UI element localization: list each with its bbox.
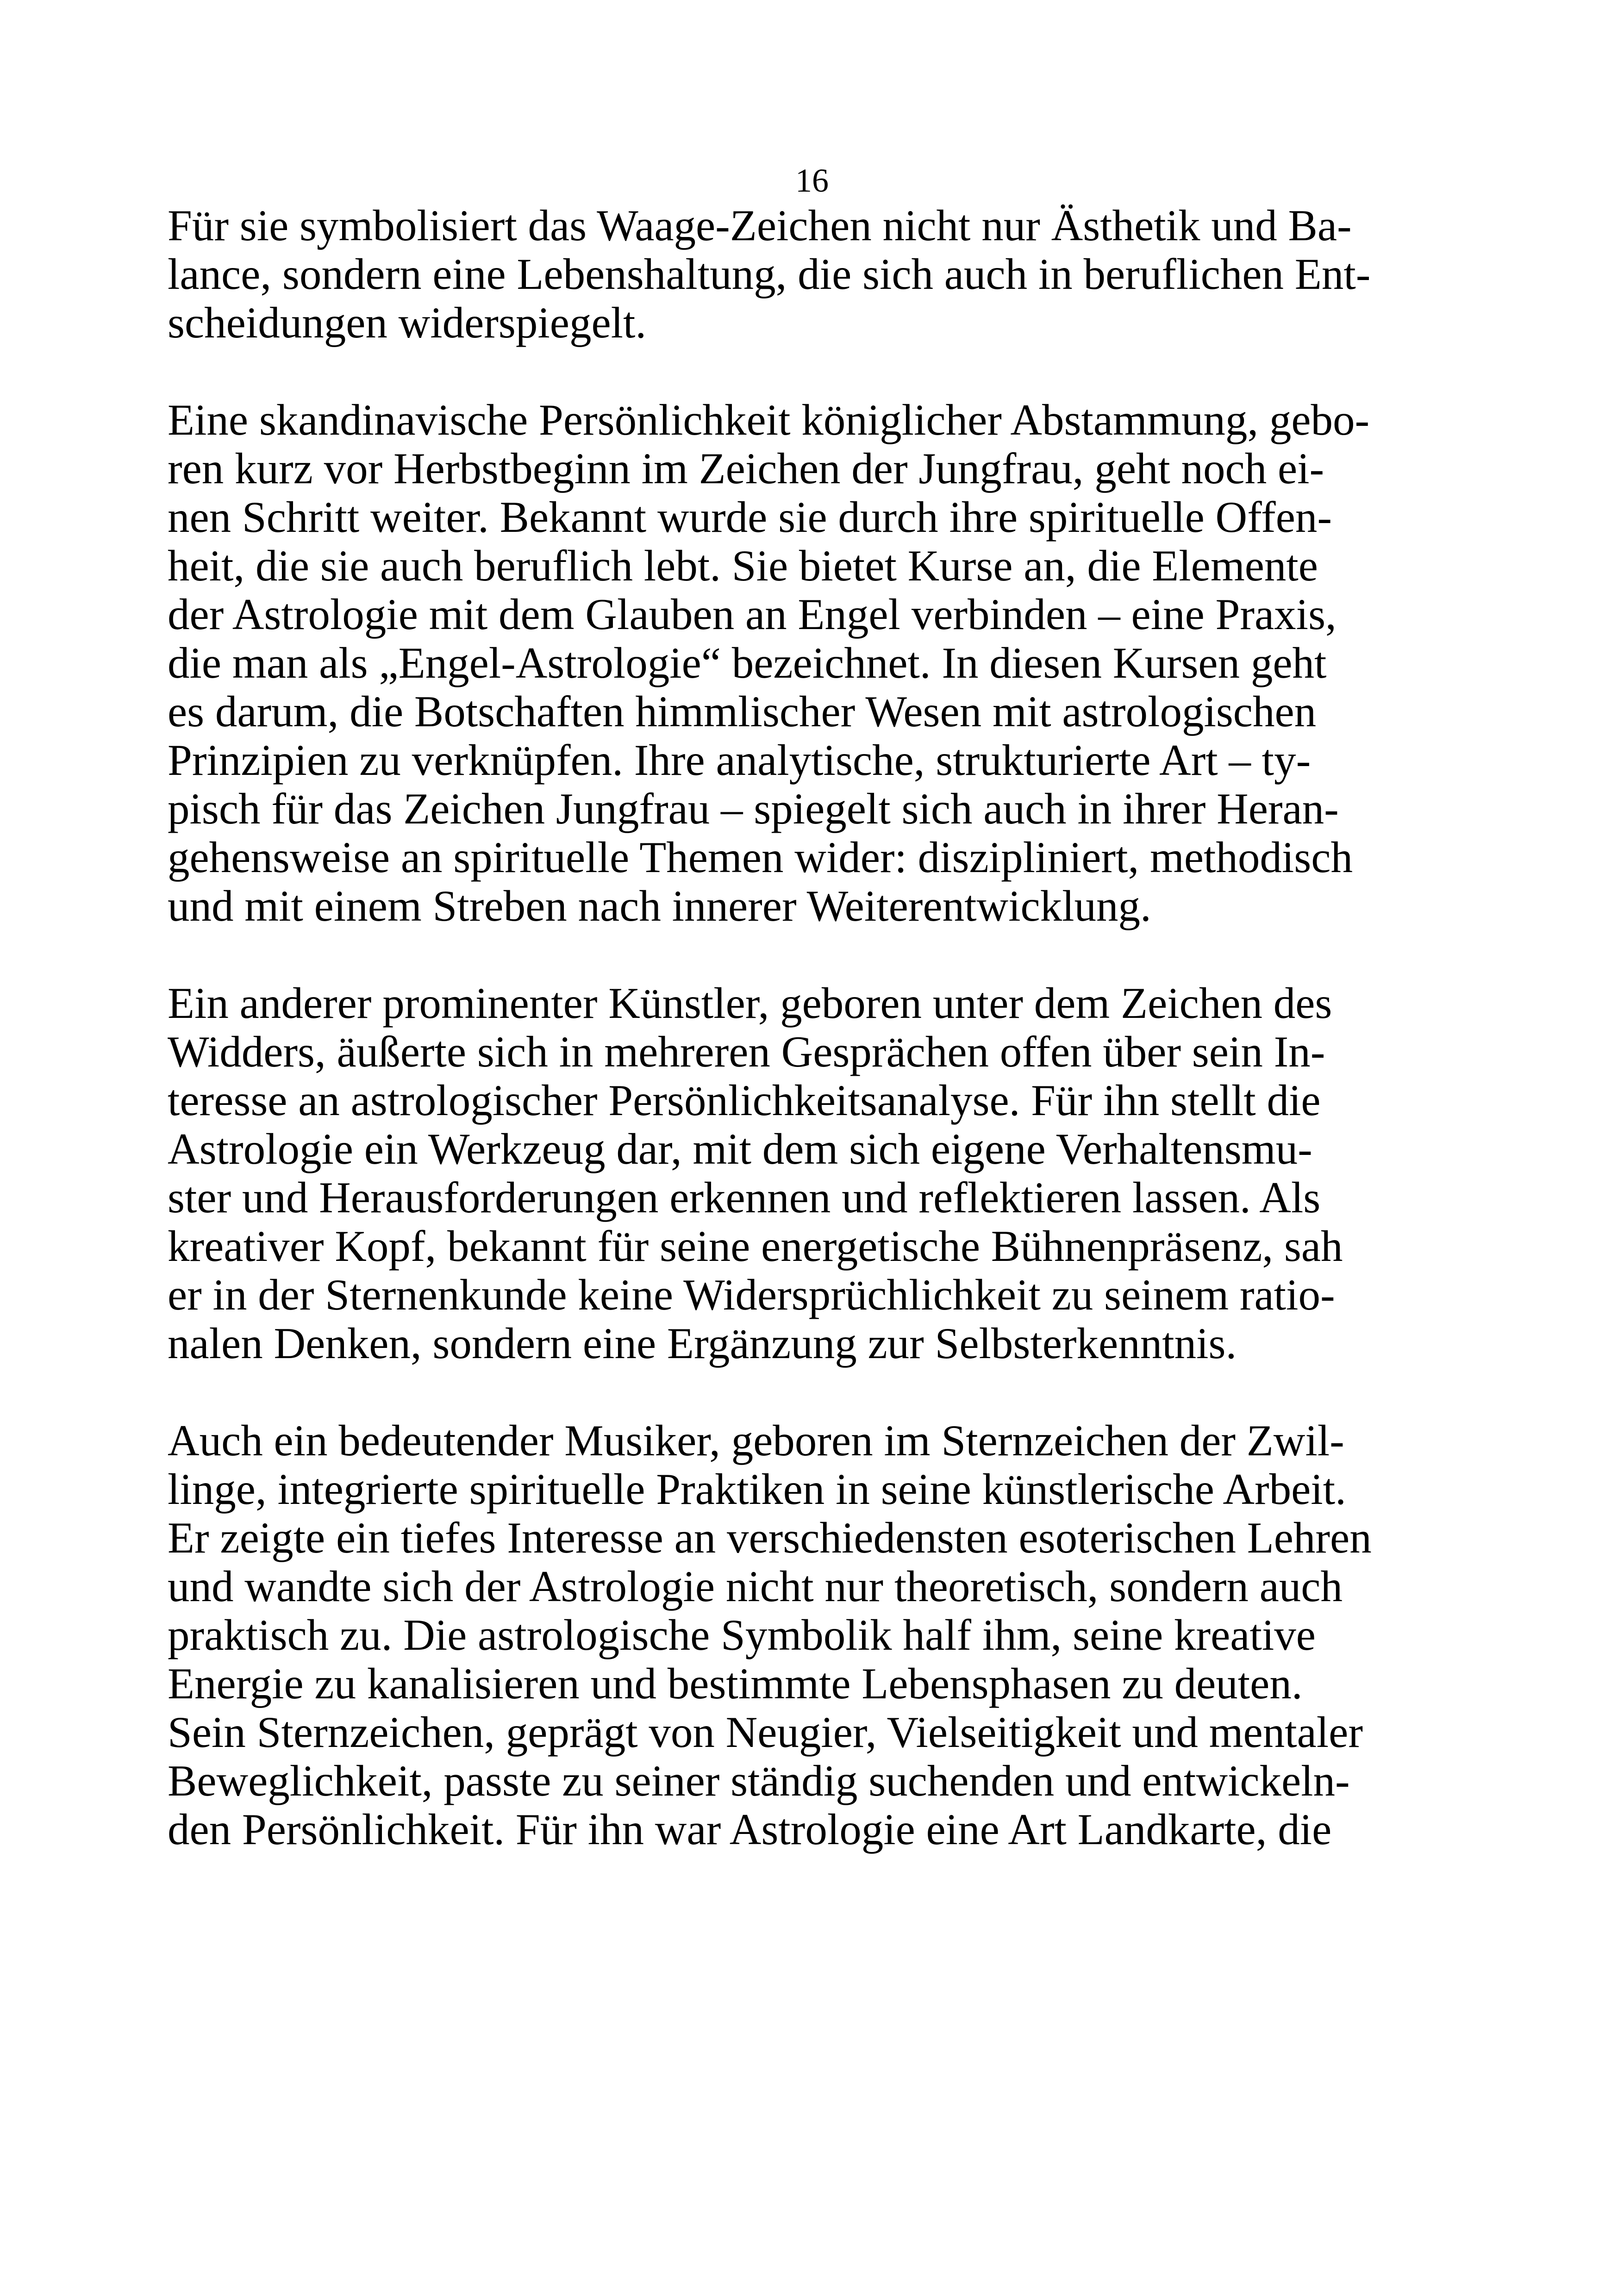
text-line: Widders, äußerte sich in mehreren Gesprächen offen über sein In- [168, 1027, 1325, 1076]
text-line: Auch ein bedeutender Musiker, geboren im Sternzeichen der Zwil- [168, 1416, 1344, 1465]
text-line: der Astrologie mit dem Glauben an Engel verbinden – eine Praxis, [168, 590, 1337, 639]
paragraph-4 [168, 1416, 1464, 1854]
text-line: Ein anderer prominenter Künstler, geboren unter dem Zeichen des [168, 979, 1332, 1028]
text-line: und mit einem Streben nach innerer Weiterentwicklung. [168, 881, 1151, 930]
text-line: Prinzipien zu verknüpfen. Ihre analytische, strukturierte Art – ty- [168, 736, 1311, 785]
page-number: 16 [795, 162, 829, 199]
text-line: Er zeigte ein tiefes Interesse an verschiedensten esoterischen Lehren [168, 1513, 1372, 1562]
text-line: und wandte sich der Astrologie nicht nur theoretisch, sondern auch [168, 1562, 1343, 1611]
body-text [168, 201, 1464, 1902]
text-line: Eine skandinavische Persönlichkeit königlicher Abstammung, gebo- [168, 395, 1370, 444]
text-line: Energie zu kanalisieren und bestimmte Lebensphasen zu deuten. [168, 1659, 1303, 1708]
text-line: scheidungen widerspiegelt. [168, 298, 647, 347]
paragraph-2 [168, 396, 1464, 930]
text-line: gehensweise an spirituelle Themen wider: diszipliniert, methodisch [168, 833, 1353, 882]
text-line: nen Schritt weiter. Bekannt wurde sie durch ihre spirituelle Offen- [168, 493, 1332, 542]
text-line: praktisch zu. Die astrologische Symbolik half ihm, seine kreative [168, 1610, 1316, 1659]
text-line: Beweglichkeit, passte zu seiner ständig suchenden und entwickeln- [168, 1756, 1350, 1805]
paragraph-1 [168, 201, 1464, 347]
text-line: Sein Sternzeichen, geprägt von Neugier, Vielseitigkeit und mentaler [168, 1708, 1363, 1757]
text-line: es darum, die Botschaften himmlischer Wesen mit astrologischen [168, 687, 1317, 736]
text-line: linge, integrierte spirituelle Praktiken in seine künstlerische Arbeit. [168, 1465, 1346, 1514]
text-line: den Persönlichkeit. Für ihn war Astrologie eine Art Landkarte, die [168, 1805, 1332, 1854]
text-line: kreativer Kopf, bekannt für seine energetische Bühnenpräsenz, sah [168, 1222, 1343, 1271]
text-line: die man als „Engel-Astrologie“ bezeichnet. In diesen Kursen geht [168, 638, 1327, 687]
text-line: lance, sondern eine Lebenshaltung, die sich auch in beruflichen Ent- [168, 249, 1371, 299]
text-line: teresse an astrologischer Persönlichkeitsanalyse. Für ihn stellt die [168, 1076, 1321, 1125]
paragraph-3 [168, 979, 1464, 1368]
text-line: pisch für das Zeichen Jungfrau – spiegelt sich auch in ihrer Heran- [168, 784, 1339, 833]
text-line: ren kurz vor Herbstbeginn im Zeichen der Jungfrau, geht noch ei- [168, 444, 1324, 493]
text-line: Für sie symbolisiert das Waage-Zeichen nicht nur Ästhetik und Ba- [168, 201, 1352, 250]
text-line: er in der Sternenkunde keine Widersprüchlichkeit zu seinem ratio- [168, 1270, 1335, 1319]
text-line: heit, die sie auch beruflich lebt. Sie bietet Kurse an, die Elemente [168, 541, 1318, 590]
text-line: ster und Herausforderungen erkennen und reflektieren lassen. Als [168, 1173, 1321, 1222]
text-line: nalen Denken, sondern eine Ergänzung zur Selbsterkenntnis. [168, 1319, 1237, 1368]
text-line: Astrologie ein Werkzeug dar, mit dem sich eigene Verhaltensmu- [168, 1124, 1312, 1173]
